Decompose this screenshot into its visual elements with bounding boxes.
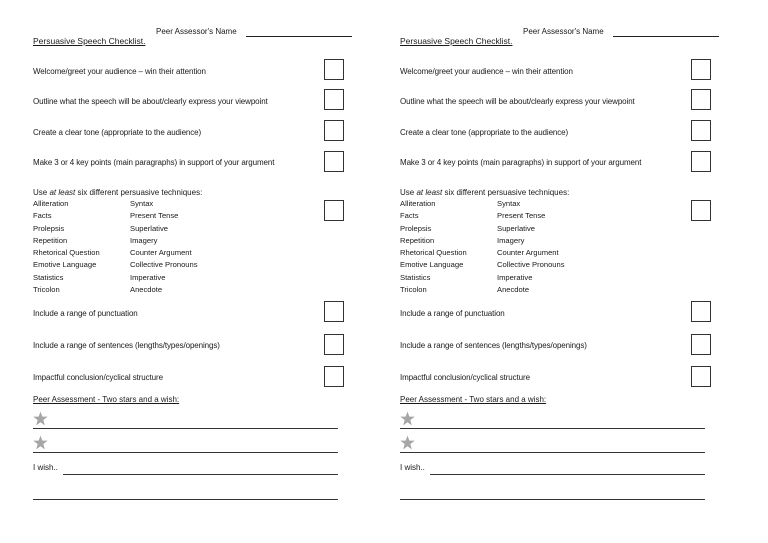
technique-item: Facts	[400, 211, 419, 221]
checklist-sheet-left	[33, 0, 363, 543]
wish-answer-line[interactable]	[430, 474, 705, 475]
checkbox-punctuation[interactable]	[324, 301, 344, 322]
star-icon	[400, 435, 415, 450]
checkbox-techniques[interactable]	[691, 200, 711, 221]
techniques-heading: Use at least six different persuasive techniques:	[33, 188, 203, 197]
checkbox-punctuation[interactable]	[691, 301, 711, 322]
technique-item: Present Tense	[497, 211, 546, 221]
checkbox-welcome[interactable]	[324, 59, 344, 80]
checklist-item-key-points: Make 3 or 4 key points (main paragraphs) in support of your argument	[33, 158, 275, 167]
assessor-name-label: Peer Assessor's Name	[156, 27, 237, 36]
checklist-item-sentences: Include a range of sentences (lengths/types/openings)	[33, 341, 220, 350]
technique-item: Imagery	[130, 235, 158, 245]
technique-item: Alliteration	[33, 199, 69, 208]
technique-item: Statistics	[400, 272, 431, 282]
checklist-item-welcome: Welcome/greet your audience – win their attention	[400, 67, 573, 76]
technique-item: Collective Pronouns	[130, 260, 198, 270]
checklist-item-tone: Create a clear tone (appropriate to the audience)	[400, 128, 569, 137]
star-icon	[33, 411, 48, 426]
technique-item: Emotive Language	[33, 260, 97, 270]
checklist-item-punctuation: Include a range of punctuation	[33, 309, 138, 318]
checklist-item-sentences: Include a range of sentences (lengths/types/openings)	[400, 341, 587, 350]
checkbox-techniques[interactable]	[324, 200, 344, 221]
checkbox-tone[interactable]	[324, 120, 344, 141]
technique-item: Imperative	[130, 272, 166, 282]
star-icon	[33, 435, 48, 450]
checklist-item-tone: Create a clear tone (appropriate to the audience)	[33, 128, 202, 137]
checklist-item-welcome: Welcome/greet your audience – win their attention	[33, 67, 206, 76]
checklist-sheet-right	[400, 0, 730, 543]
assessor-name-field[interactable]	[246, 36, 352, 37]
checkbox-conclusion[interactable]	[324, 366, 344, 387]
techniques-list-2	[130, 198, 198, 296]
wish-answer-line[interactable]	[33, 499, 338, 500]
wish-answer-line[interactable]	[63, 474, 338, 475]
star-answer-line[interactable]	[33, 428, 338, 429]
technique-item: Counter Argument	[497, 248, 559, 258]
peer-assessment-heading: Peer Assessment - Two stars and a wish:	[33, 395, 180, 404]
checklist-item-punctuation: Include a range of punctuation	[400, 309, 505, 318]
technique-item: Present Tense	[130, 211, 179, 221]
wish-answer-line[interactable]	[400, 499, 705, 500]
technique-item: Repetition	[400, 235, 435, 245]
technique-item: Emotive Language	[400, 260, 464, 270]
checklist-title: Persuasive Speech Checklist.	[400, 36, 513, 46]
checklist-title: Persuasive Speech Checklist.	[33, 36, 146, 46]
star-icon	[400, 411, 415, 426]
technique-item: Syntax	[497, 199, 521, 208]
technique-item: Anecdote	[497, 285, 530, 295]
technique-item: Rhetorical Question	[33, 248, 100, 258]
wish-label: I wish..	[400, 463, 425, 472]
technique-item: Facts	[33, 211, 52, 221]
technique-item: Superlative	[130, 223, 168, 233]
assessor-name-field[interactable]	[613, 36, 719, 37]
technique-item: Rhetorical Question	[400, 248, 467, 258]
checklist-item-outline: Outline what the speech will be about/clearly express your viewpoint	[33, 97, 268, 106]
technique-item: Counter Argument	[130, 248, 192, 258]
checkbox-welcome[interactable]	[691, 59, 711, 80]
checkbox-outline[interactable]	[324, 89, 344, 110]
checkbox-sentences[interactable]	[324, 334, 344, 355]
technique-item: Alliteration	[400, 199, 436, 208]
technique-item: Prolepsis	[400, 223, 432, 233]
checklist-item-conclusion: Impactful conclusion/cyclical structure	[33, 373, 163, 382]
techniques-list-2	[497, 198, 565, 296]
techniques-heading: Use at least six different persuasive techniques:	[400, 188, 570, 197]
checkbox-key-points[interactable]	[324, 151, 344, 172]
wish-label: I wish..	[33, 463, 58, 472]
techniques-list-1	[33, 198, 100, 296]
technique-item: Repetition	[33, 235, 68, 245]
checklist-item-key-points: Make 3 or 4 key points (main paragraphs) in support of your argument	[400, 158, 642, 167]
technique-item: Anecdote	[130, 285, 163, 295]
checklist-item-outline: Outline what the speech will be about/clearly express your viewpoint	[400, 97, 635, 106]
peer-assessment-heading: Peer Assessment - Two stars and a wish:	[400, 395, 547, 404]
checkbox-tone[interactable]	[691, 120, 711, 141]
star-answer-line[interactable]	[33, 452, 338, 453]
technique-item: Tricolon	[33, 285, 60, 295]
technique-item: Statistics	[33, 272, 64, 282]
technique-item: Prolepsis	[33, 223, 65, 233]
technique-item: Imperative	[497, 272, 533, 282]
technique-item: Superlative	[497, 223, 535, 233]
checkbox-outline[interactable]	[691, 89, 711, 110]
checkbox-conclusion[interactable]	[691, 366, 711, 387]
technique-item: Tricolon	[400, 285, 427, 295]
technique-item: Collective Pronouns	[497, 260, 565, 270]
star-answer-line[interactable]	[400, 428, 705, 429]
assessor-name-label: Peer Assessor's Name	[523, 27, 604, 36]
technique-item: Imagery	[497, 235, 525, 245]
technique-item: Syntax	[130, 199, 154, 208]
techniques-list-1	[400, 198, 467, 296]
checklist-item-conclusion: Impactful conclusion/cyclical structure	[400, 373, 530, 382]
checkbox-sentences[interactable]	[691, 334, 711, 355]
star-answer-line[interactable]	[400, 452, 705, 453]
checkbox-key-points[interactable]	[691, 151, 711, 172]
